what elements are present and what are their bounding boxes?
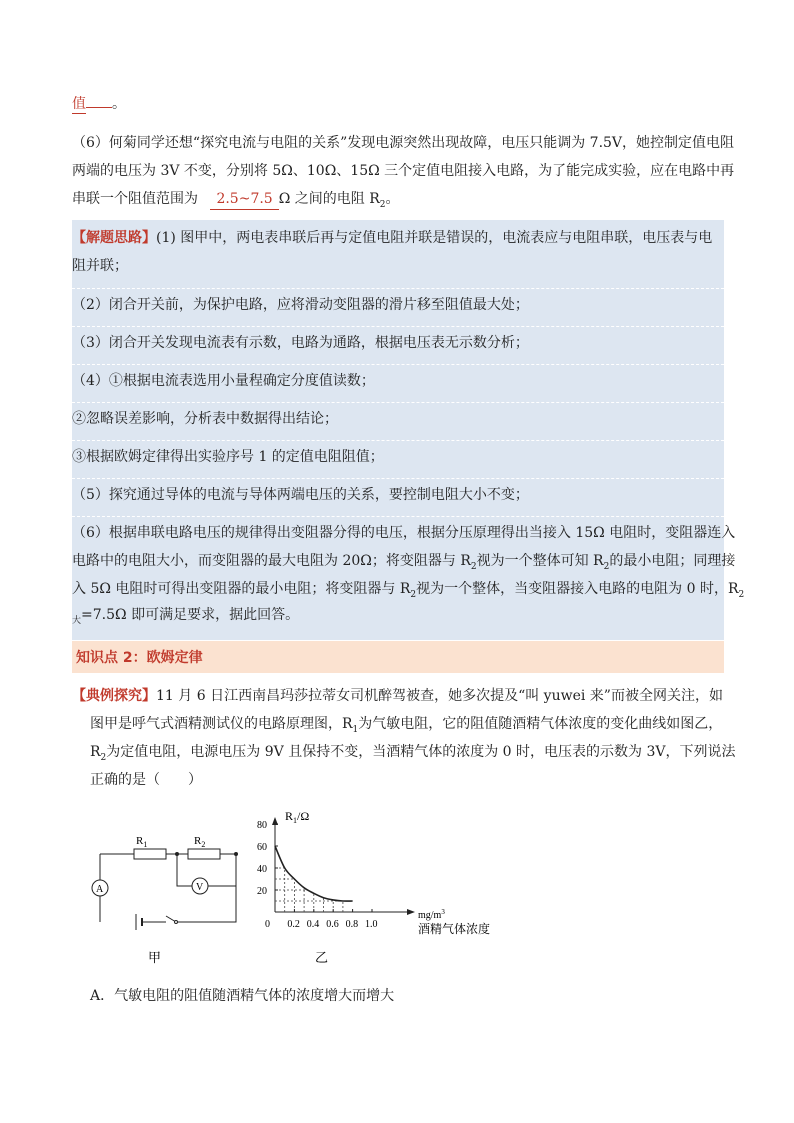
origin-label: 0 (265, 919, 270, 930)
y-axis-label: $R_1/\Omega$ (285, 809, 310, 825)
example-line-3: $R_2$为定值电阻，电源电压为 9V 且保持不变，当酒精气体的浓度为 0 时，电压表的示数为 3V，下列说法 (90, 744, 736, 763)
voltmeter-label: V (196, 882, 204, 893)
answer-fill: 值 (72, 96, 86, 112)
x-axis-label: 酒精气体浓度 (418, 922, 491, 936)
resistor-r2 (188, 849, 220, 859)
circuit-diagram (80, 820, 250, 970)
q6-answer: 2.5~7.5 (210, 189, 278, 210)
y-tick-label: 80 (257, 820, 267, 831)
svg-text:R2: $R_2$ (194, 835, 206, 849)
option-a: A．气敏电阻的阻值随酒精气体的浓度增大而增大 (90, 988, 395, 1004)
y-tick-label: 60 (257, 842, 267, 853)
example-line-4: 正确的是（ ） (90, 772, 202, 788)
x-tick-label: 0.4 (306, 919, 320, 930)
x-tick-label: 1.0 (365, 919, 378, 930)
q6-line-1: （6）何菊同学还想“探究电流与电阻的关系”发现电源突然出现故障，电压只能调为 7.5V，她控制定值电阻 (72, 135, 735, 151)
analysis-line-5: ②忽略误差影响，分析表中数据得出结论； (72, 411, 338, 427)
analysis-line-1b: 阻并联； (72, 258, 128, 274)
analysis-line-8a: （6）根据串联电路电压的规律得出变阻器分得的电压，根据分压原理得出当接入 15Ω 电阻时，变阻器连入 (72, 525, 736, 541)
x-tick-label: 0.2 (287, 919, 300, 930)
x-axis-arrow (407, 909, 415, 915)
knowledge-point-title: 知识点 2：欧姆定律 (76, 650, 203, 666)
r1-curve (275, 846, 353, 901)
y-tick-label: 20 (257, 886, 267, 897)
ammeter-label: A (96, 884, 104, 895)
graph-caption: 乙 (315, 950, 329, 965)
x-tick-label: 0.6 (326, 919, 339, 930)
example-line-1: 【典例探究】11 月 6 日江西南昌玛莎拉蒂女司机醉驾被查，她多次提及“叫 yuwei 来”而被全网关注，如 (72, 688, 723, 704)
analysis-line-4: （4）①根据电流表选用小量程确定分度值读数； (72, 373, 375, 389)
analysis-line-6: ③根据欧姆定律得出实验序号 1 的定值电阻阻值； (72, 449, 384, 465)
analysis-line-1a: 【解题思路】(1) 图甲中，两电表串联后再与定值电阻并联是错误的，电流表应与电阻串联，电压表与电 (72, 230, 713, 246)
analysis-line-8b: 电路中的电阻大小，而变阻器的最大电阻为 20Ω；将变阻器与 $R_2$视为一个整体可知 $R_2$的最小电阻；同理接 (72, 553, 736, 572)
analysis-line-3: （3）闭合开关发现电流表有示数，电路为通路，根据电压表无示数分析； (72, 335, 529, 351)
analysis-box (72, 220, 724, 640)
analysis-line-8c: 入 5Ω 电阻时可得出变阻器的最小电阻；将变阻器与 $R_2$视为一个整体，当变阻器接入电路的电阻为 0 时，$R_2$ (72, 581, 745, 600)
analysis-tag: 【解题思路】 (72, 230, 156, 246)
analysis-line-8d: $_大$=7.5Ω 即可满足要求，据此回答。 (72, 607, 300, 626)
analysis-line-7: （5）探究通过导体的电流与导体两端电压的关系，要控制电阻大小不变； (72, 487, 529, 503)
svg-text:R1: $R_1$ (136, 835, 148, 849)
example-tag: 【典例探究】 (72, 688, 156, 704)
y-tick-label: 40 (257, 864, 267, 875)
example-line-2: 图甲是呼气式酒精测试仪的电路原理图，$R_1$为气敏电阻，它的阻值随酒精气体浓度的变化曲线如图乙， (90, 716, 723, 735)
circuit-caption: 甲 (148, 950, 162, 965)
q6-line-3: 串联一个阻值范围为 2.5~7.5 Ω 之间的电阻 $R_2$。 (72, 191, 400, 210)
analysis-line-2: （2）闭合开关前，为保护电路，应将滑动变阻器的滑片移至阻值最大处； (72, 297, 529, 313)
answer-fragment-line: 值 。 (72, 96, 126, 112)
concentration-resistance-graph (255, 805, 515, 970)
x-tick-label: 0.8 (345, 919, 359, 930)
x-unit-label: $mg/m^3$ (418, 908, 445, 921)
resistor-r1 (134, 849, 166, 859)
q6-line-2: 两端的电压为 3V 不变，分别将 5Ω、10Ω、15Ω 三个定值电阻接入电路，为了能完成实验，应在电路中再 (72, 163, 735, 179)
